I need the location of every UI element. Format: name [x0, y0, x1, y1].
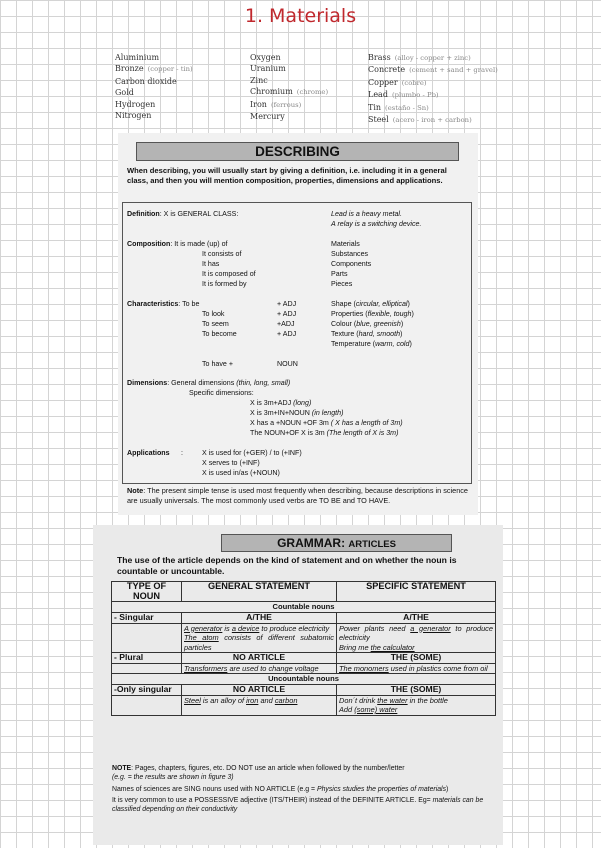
grammar-heading: GRAMMAR: ARTICLES: [221, 534, 452, 552]
table-header-row: [112, 582, 496, 602]
vocab-item: Chromium (chrome): [250, 87, 329, 97]
row-label: - Singular: [112, 613, 182, 624]
vocab-item: Gold: [115, 88, 134, 98]
characteristics-verb: To seem: [202, 320, 229, 328]
vocab-item: Mercury: [250, 112, 285, 122]
article-cell: THE (SOME): [337, 685, 496, 696]
definition-example-2: A relay is a switching device.: [331, 220, 422, 228]
definition-row: Definition: X is GENERAL CLASS:: [127, 210, 239, 218]
dimension-line: The NOUN+OF X is 3m (The length of X is 3m): [250, 429, 399, 437]
example-cell: Power plants need a generator to produce electricity Bring me the calculator: [337, 623, 496, 653]
composition-verb: It is formed by: [202, 280, 247, 288]
vocab-item: Tin (estaño - Sn): [368, 102, 429, 112]
article-cell: A/THE: [182, 613, 337, 624]
column-header: GENERAL STATEMENT: [182, 582, 337, 602]
characteristics-verb: To look: [202, 310, 225, 318]
vocab-item: Steel (acero - iron + carbon): [368, 115, 472, 125]
vocab-item: Zinc: [250, 75, 268, 85]
adj-marker: + ADJ: [277, 310, 297, 318]
article-cell: A/THE: [337, 613, 496, 624]
describing-intro: When describing, you will usually start by giving a definition, i.e. including it in a general class, and then you will mention composition, properties, dimensions and applications.: [127, 166, 447, 185]
composition-noun: Parts: [331, 270, 348, 278]
table-row: [112, 613, 496, 624]
uncountable-subheader: Uncountable nouns: [112, 674, 496, 685]
dimensions-row: Dimensions: General dimensions (thin, long, small): [127, 379, 291, 387]
column-header: SPECIFIC STATEMENT: [337, 582, 496, 602]
applications-colon: :: [181, 449, 183, 457]
example-cell: Steel is an alloy of iron and carbon: [182, 695, 337, 715]
definition-example-1: Lead is a heavy metal.: [331, 210, 402, 218]
adj-marker: + ADJ: [277, 330, 297, 338]
grammar-intro: The use of the article depends on the kind of statement and on whether the noun is countable or uncountable.: [117, 555, 457, 577]
vocab-column-1: [115, 52, 193, 121]
vocab-item: Nitrogen: [115, 111, 152, 121]
composition-verb: It is composed of: [202, 270, 256, 278]
vocab-item: Brass (alloy - copper + zinc): [368, 53, 471, 62]
vocab-item: Uranium: [250, 64, 286, 74]
to-have: To have +: [202, 360, 233, 368]
composition-noun: Pieces: [331, 280, 353, 288]
property-item: Texture (hard, smooth): [331, 330, 403, 338]
describing-heading: DESCRIBING: [136, 142, 459, 161]
table-row: [112, 653, 496, 664]
article-cell: NO ARTICLE: [182, 685, 337, 696]
vocab-item: Oxygen: [250, 53, 281, 62]
table-row: [112, 623, 496, 653]
table-row: [112, 663, 496, 674]
vocab-column-2: [250, 52, 328, 122]
page-title: 1. Materials: [244, 5, 357, 27]
application-line: X is used for (+GER) / to (+INF): [202, 449, 302, 457]
vocab-item: Carbon dioxide: [115, 76, 177, 86]
vocab-item: Concrete (cement + sand + gravel): [368, 65, 498, 75]
vocab-item: Bronze (copper - tin): [115, 64, 193, 74]
row-label: - Plural: [112, 653, 182, 664]
note-2: Names of sciences are SING nouns used with NO ARTICLE (e.g = Physics studies the properties of materials): [112, 785, 449, 793]
articles-table: [111, 581, 496, 716]
vocab-item: Hydrogen: [115, 99, 156, 109]
composition-verb: It has: [202, 260, 220, 268]
describing-note: Note: The present simple tense is used most frequently when describing, because descriptions in science are usually universals. The most commonly used verbs are TO BE and TO HAVE.: [127, 486, 468, 505]
example-cell: A generator is a device to produce electricity The atom consists of different subatomic particles: [182, 623, 337, 653]
application-line: X serves to (+INF): [202, 459, 260, 467]
note-1: NOTE: Pages, chapters, figures, etc. DO NOT use an article when followed by the number/letter (e.g. = the results are shown in figure 3): [112, 765, 405, 782]
composition-noun: Materials: [331, 240, 360, 248]
property-item: Colour (blue, greenish): [331, 320, 404, 328]
example-cell: Transformers are used to change voltage: [182, 663, 337, 674]
adj-marker: + ADJ: [277, 300, 297, 308]
property-item: Shape (circular, elliptical): [331, 300, 410, 308]
vocab-item: Lead (plumbo - Pb): [368, 90, 439, 100]
article-cell: THE (SOME): [337, 653, 496, 664]
composition-noun: Components: [331, 260, 372, 268]
article-cell: NO ARTICLE: [182, 653, 337, 664]
example-cell: The monomers used in plastics come from oil: [337, 663, 496, 674]
application-line: X is used in/as (+NOUN): [202, 469, 280, 477]
characteristics-row: Characteristics: To be: [127, 300, 200, 308]
vocab-item: Copper (cobre): [368, 77, 427, 87]
dimension-line: X is 3m+IN+NOUN (in length): [250, 409, 344, 417]
dimension-line: X is 3m+ADJ (long): [250, 399, 312, 407]
property-item: Properties (flexible, tough): [331, 310, 414, 318]
vocab-item: Aluminium: [115, 53, 160, 62]
noun-marker: NOUN: [277, 360, 298, 368]
specific-dimensions: Specific dimensions:: [189, 389, 254, 397]
row-label: -Only singular: [112, 685, 182, 696]
adj-marker: +ADJ: [277, 320, 295, 328]
example-cell: Don´t drink the water in the bottle Add (some) water: [337, 695, 496, 715]
dimension-line: X has a +NOUN +OF 3m ( X has a length of 3m): [250, 419, 403, 427]
characteristics-verb: To become: [202, 330, 237, 338]
vocab-item: Iron (ferrous): [250, 99, 302, 109]
applications-label: Applications: [127, 449, 170, 457]
vocab-column-3: [368, 52, 498, 126]
table-row: [112, 695, 496, 715]
property-item: Temperature (warm, cold): [331, 340, 412, 348]
composition-row: Composition: It is made (up) of: [127, 240, 228, 248]
composition-noun: Substances: [331, 250, 369, 258]
table-row: [112, 685, 496, 696]
composition-verb: It consists of: [202, 250, 242, 258]
countable-subheader: Countable nouns: [112, 602, 496, 613]
grammar-notes: [112, 764, 495, 816]
note-3: It is very common to use a POSSESSIVE adjective (ITS/THEIR) instead of the DEFINITE ARTICLE. Eg= materials can be classified depending on their conductivity: [112, 796, 484, 814]
column-header: TYPE OF NOUN: [112, 582, 182, 602]
